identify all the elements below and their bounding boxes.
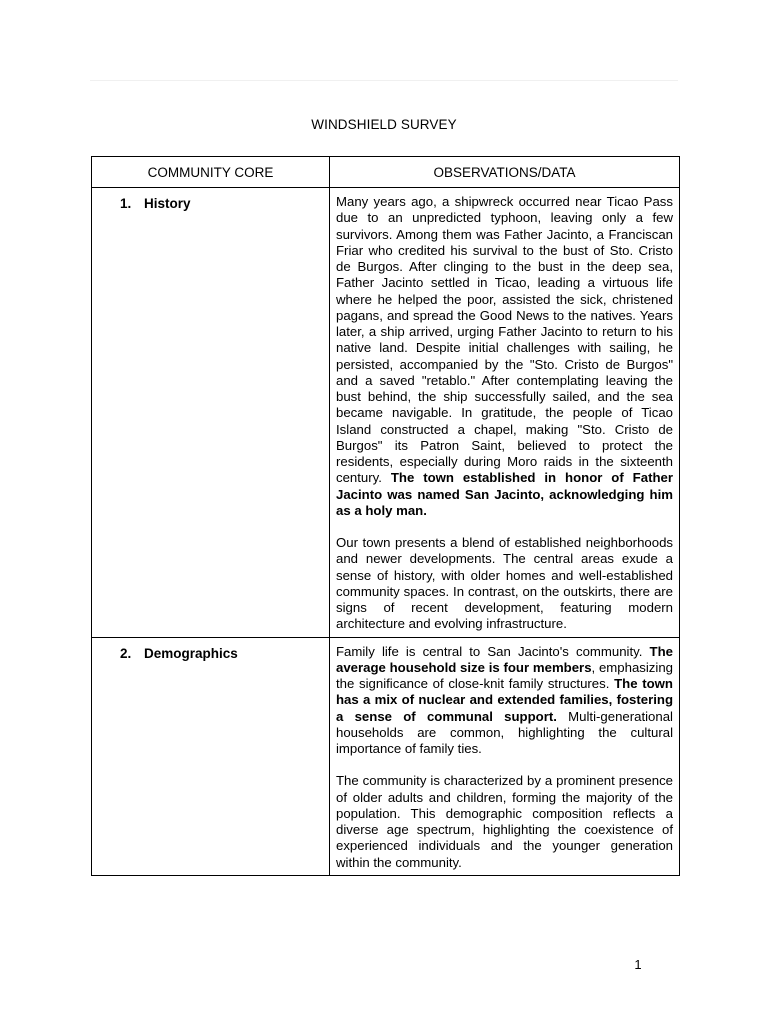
core-label: History	[144, 196, 191, 211]
header-rule	[90, 80, 678, 81]
observation-text: Many years ago, a shipwreck occurred near Ticao Pass due to an unpredicted typhoon, leaving only a few survivors. Among them was Father Jacinto, a Franciscan Friar who credited his survival to the bust of Sto. Cristo de Burgos. After clinging to the bust in the deep sea, Father Jacinto settled in Ticao, leading a virtuous life where he helped the poor, assisted the sick, christened pagans, and spread the Good News to the natives. Years later, a ship arrived, urging Father Jacinto to return to his native land. Despite initial challenges with sailing, he persisted, accompanied by the "Sto. Cristo de Burgos" and a saved "retablo." After contemplating leaving the bust behind, the ship successfully sailed, and the sea became navigable. In gratitude, the people of Ticao Island constructed a chapel, making "Sto. Cristo de Burgos" its Patron Saint, believed to protect the residents, especially during Moro raids in the sixteenth century.	[336, 194, 673, 486]
core-cell-history	[92, 188, 330, 638]
observation-paragraph	[336, 194, 673, 519]
observation-text: , emphasizing the significance of close-knit family structures.	[336, 659, 673, 691]
table-row-demographics	[92, 637, 680, 875]
observation-text: Multi-generational households are common, highlighting the cultural importance of family ties.	[336, 708, 673, 756]
header-community-core: COMMUNITY CORE	[92, 157, 330, 188]
core-cell-demographics	[92, 637, 330, 875]
document-title: WINDSHIELD SURVEY	[311, 117, 457, 132]
core-number: 2.	[120, 645, 132, 661]
table-row-history	[92, 188, 680, 638]
core-number: 1.	[120, 196, 132, 211]
observation-paragraph: The community is characterized by a prominent presence of older adults and children, forming the majority of the population. This demographic composition reflects a diverse age spectrum, highlighting the coexistence of experienced individuals and the younger generation within the community.	[336, 773, 673, 870]
observation-bold-text: The average household size is four members	[336, 643, 673, 675]
core-label: Demographics	[144, 645, 238, 661]
observation-cell-demographics	[330, 637, 680, 875]
observation-bold-text: The town has a mix of nuclear and extended families, fostering a sense of communal support.	[336, 676, 673, 724]
header-observations-data: OBSERVATIONS/DATA	[330, 157, 680, 188]
observation-paragraph: Our town presents a blend of established neighborhoods and newer developments. The central areas exude a sense of history, with older homes and well-established community spaces. In contrast, on the outskirts, there are signs of recent development, featuring modern architecture and evolving infrastructure.	[336, 535, 673, 632]
observation-text: Family life is central to San Jacinto's community.	[336, 643, 650, 659]
windshield-survey-table	[91, 156, 680, 876]
observation-paragraph	[336, 644, 673, 758]
observation-bold-text: The town established in honor of Father Jacinto was named San Jacinto, acknowledging him as a holy man.	[336, 470, 673, 518]
observation-cell-history	[330, 188, 680, 638]
page-number: 1	[634, 957, 642, 972]
table-header-row	[92, 157, 680, 188]
